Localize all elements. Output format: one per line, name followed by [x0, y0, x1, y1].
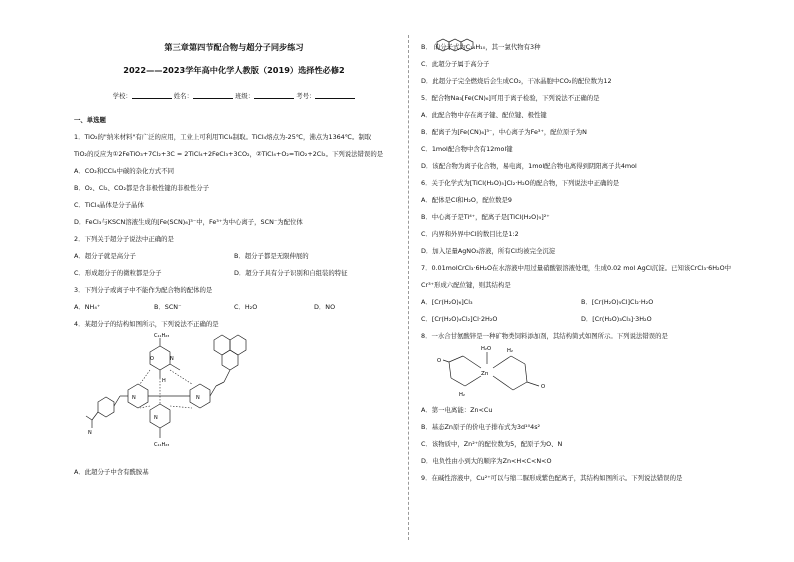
- fig-h2-top: H₂: [507, 348, 513, 354]
- question-1-line-1: 1．TiO₂的"纳米材料"有广泛的应用，工业上可利用TiCl₄制取。TiCl₄熔点为-25℃，沸点为1364℃。制取: [74, 132, 372, 141]
- q3-option-a: A．NH₄⁺: [74, 302, 101, 311]
- fig-atom-n3: N: [196, 394, 200, 401]
- q7-option-b: B．[Cr(H₂O)₅Cl]Cl₂·H₂O: [581, 298, 654, 306]
- question-5: 5．配合物Na₃[Fe(CN)₆]可用于离子检验，下列说法不正确的是: [421, 94, 600, 102]
- fig-h2-bottom: H₂: [459, 392, 465, 398]
- right-column: [421, 43, 741, 482]
- question-8: 8．一水合甘氨酸锌是一种矿物类饲料添加剂，其结构简式如图所示。下列说法错误的是: [421, 332, 668, 340]
- q2-option-d: D．超分子具有分子识别和自组装的特征: [234, 268, 348, 277]
- q5-option-c: C．1mol配合物中含有12mol键: [421, 145, 513, 153]
- q6-option-c: C．内界和外界中Cl的数目比是1:2: [421, 230, 519, 238]
- q7-option-c: C．[Cr(H₂O)₄Cl₂]Cl·2H₂O: [421, 315, 498, 323]
- question-9: 9．在碱性溶液中，Cu²⁺可以与缩二脲形成紫色配离子，其结构如图所示。下列说法错误的是: [421, 474, 683, 482]
- q1-option-a: A．CO₂和CCl₄中碳的杂化方式不同: [74, 166, 174, 175]
- fig-atom-o-right: O: [541, 384, 546, 390]
- q5-option-d: D．该配合物为离子化合物，易电离，1mol配合物电离得到阴阳离子共4mol: [421, 162, 637, 170]
- id-label: 考号：: [296, 91, 316, 100]
- anthracene-icon: [435, 38, 475, 52]
- q5-option-a: A．此配合物中存在离子键、配位键、极性键: [421, 111, 547, 119]
- q2-option-c: C．形成超分子的微粒都是分子: [74, 268, 162, 277]
- q1-option-b: B．O₂、Cl₂、CO₂都是含非极性键的非极性分子: [74, 183, 210, 192]
- q2-option-a: A．超分子就是高分子: [74, 251, 136, 260]
- name-label: 姓名：: [173, 91, 193, 100]
- q4-option-c: C．此超分子属于高分子: [421, 60, 490, 68]
- q6-option-d: D．加入足量AgNO₃溶液，所有Cl均被完全沉淀: [421, 247, 556, 255]
- class-blank[interactable]: [254, 92, 294, 99]
- student-info-line: [74, 92, 394, 100]
- id-blank[interactable]: [315, 92, 355, 99]
- q8-option-d: D．电负性由小到大的顺序为Zn<H<C<N<O: [421, 457, 552, 465]
- fig-alkyl-top: C₁₁H₂₃: [154, 332, 170, 339]
- q6-option-b: B．中心离子是Ti⁴⁺，配离子是[TiCl(H₂O)₅]²⁺: [421, 213, 550, 221]
- question-7-line-1: 7．0.01molCrCl₃·6H₂O在水溶液中用过量硝酸银溶液处理，生成0.02 mol AgCl沉淀。已知该CrCl₃·6H₂O中: [421, 264, 731, 272]
- question-1-line-2: TiO₂的反应为①2FeTiO₃+7Cl₂+3C = 2TiCl₄+2FeCl₃+3CO₂，②TiCl₄+O₂=TiO₂+2Cl₂。下列说法错误的是: [74, 149, 384, 158]
- q8-option-a: A．第一电离能：Zn<Cu: [421, 406, 493, 414]
- question-4: 4．某超分子的结构如图所示，下列说法不正确的是: [74, 319, 219, 328]
- left-column: [74, 38, 394, 476]
- q7-options-row-1: [421, 298, 741, 306]
- q2-options-row-1: [74, 252, 394, 260]
- page-title: 第三章第四节配合物与超分子同步练习: [164, 42, 304, 52]
- q2-options-row-2: [74, 269, 394, 277]
- fig-atom-h1: H: [162, 377, 166, 384]
- page-subtitle: 2022——2023学年高中化学人教版（2019）选择性必修2: [123, 65, 345, 76]
- question-6: 6．关于化学式为[TiCl(H₂O)₅]Cl₂·H₂O的配合物，下列说法中正确的是: [421, 179, 620, 187]
- q5-option-b: B．配离子为[Fe(CN)₆]³⁻，中心离子为Fe³⁺，配位原子为N: [421, 128, 587, 136]
- fig-atom-n4: N: [132, 394, 136, 401]
- fig-zinc-label: Zn: [481, 371, 489, 377]
- question-7-line-2: Cr³⁺形成六配位键，则其结构是: [421, 281, 511, 289]
- name-blank[interactable]: [193, 92, 233, 99]
- q3-options-row: [74, 303, 394, 311]
- q4-option-a: A．此超分子中含有酰胺基: [74, 467, 149, 476]
- q3-option-b: B．SCN⁻: [154, 302, 182, 311]
- fig-atom-o-left: O: [437, 358, 442, 364]
- q1-option-d: D．FeCl₃与KSCN溶液生成的[Fe(SCN)₆]³⁻中，Fe³⁺为中心离子，SCN⁻为配位体: [74, 217, 303, 226]
- q7-option-a: A．[Cr(H₂O)₆]Cl₃: [421, 298, 473, 306]
- school-label: 学校：: [112, 91, 132, 100]
- zinc-glycinate-structure-figure: [429, 342, 589, 404]
- q3-option-c: C．H₂O: [234, 302, 258, 311]
- q4-option-b: B． 的分子式为C₁₄H₁₀，其一氯代物有3种: [421, 43, 541, 51]
- fig-atom-n2: N: [154, 414, 158, 421]
- column-divider: [408, 35, 409, 540]
- q8-option-b: B．基态Zn原子的价电子排布式为3d¹⁰4s²: [421, 423, 541, 431]
- q6-option-a: A．配体是Cl和H₂O，配位数是9: [421, 196, 512, 204]
- fig-atom-n1: N: [170, 355, 174, 362]
- class-label: 班级：: [235, 91, 255, 100]
- q4-option-d: D．此超分子完全燃烧后会生成CO₂，干冰晶胞中CO₂的配位数为12: [421, 77, 612, 85]
- supramolecule-structure-figure: [84, 330, 304, 465]
- school-blank[interactable]: [132, 92, 172, 99]
- q3-option-d: D．NO: [314, 302, 336, 311]
- question-2: 2．下列关于超分子说法中正确的是: [74, 234, 174, 243]
- question-3: 3．下列分子或离子中不能作为配合物的配体的是: [74, 285, 213, 294]
- q8-option-c: C．该物质中，Zn²⁺的配位数为5，配原子为O、N: [421, 440, 563, 448]
- fig-atom-n5: N: [88, 429, 92, 436]
- fig-atom-o1: O: [150, 355, 154, 362]
- fig-alkyl-bottom: C₁₁H₂₃: [154, 441, 170, 448]
- q7-option-d: D．[Cr(H₂O)₃Cl₃]·3H₂O: [581, 315, 652, 323]
- q1-option-c: C．TiCl₄晶体是分子晶体: [74, 200, 144, 209]
- fig-water-label: H₂O: [481, 346, 492, 352]
- q2-option-b: B．超分子都是无限伸展的: [234, 251, 309, 260]
- section-heading: 一、单选题: [74, 115, 106, 124]
- q7-options-row-2: [421, 315, 741, 323]
